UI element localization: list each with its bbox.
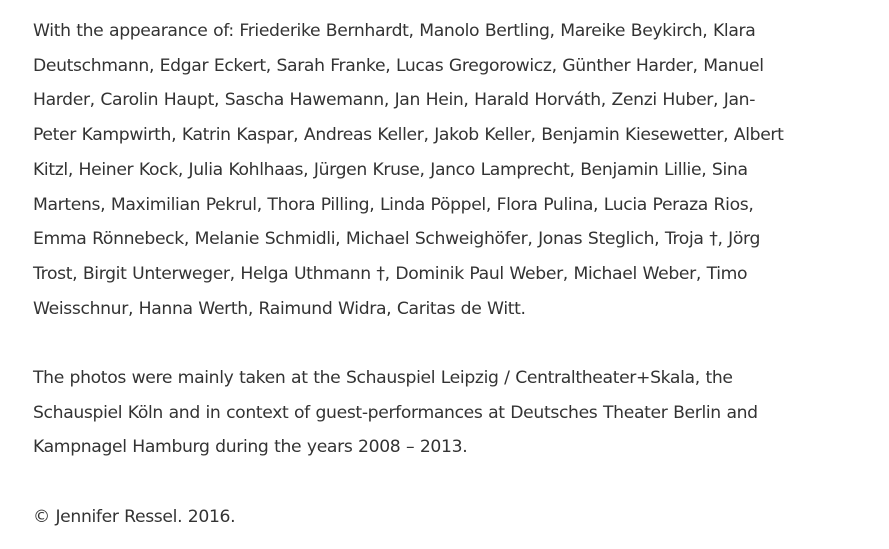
cast-paragraph: With the appearance of: Friederike Bernhardt, Manolo Bertling, Mareike Beykirch, Klara Deutschmann, Edgar Eckert, Sarah Franke, Lucas Gregorowicz, Günther Harder, Manuel Harder, Carolin Haupt, Sascha Hawemann, Jan Hein, Harald Horváth, Zenzi Huber, Jan-Peter Kampwirth, Katrin Kaspar, Andreas Keller, Jakob Keller, Benjamin Kiesewetter, Albert Kitzl, Heiner Kock, Julia Kohlhaas, Jürgen Kruse, Janco Lamprecht, Benjamin Lillie, Sina Martens, Maximilian Pekrul, Thora Pilling, Linda Pöppel, Flora Pulina, Lucia Peraza Rios, Emma Rönnebeck, Melanie Schmidli, Michael Schweighöfer, Jonas Steglich, Troja †, Jörg Trost, Birgit Unterweger, Helga Uthmann †, Dominik Paul Weber, Michael Weber, Timo Weisschnur, Hanna Werth, Raimund Widra, Caritas de Witt. [33, 21, 784, 319]
credits-section [33, 14, 793, 535]
paragraph-spacer [33, 326, 793, 361]
paragraph-spacer [33, 465, 793, 500]
locations-paragraph: The photos were mainly taken at the Schauspiel Leipzig / Centraltheater+Skala, the Schauspiel Köln and in context of guest-performances at Deutsches Theater Berlin and Kampnagel Hamburg during the years 2008 – 2013. [33, 368, 758, 458]
copyright-notice: © Jennifer Ressel. 2016. [33, 506, 236, 527]
